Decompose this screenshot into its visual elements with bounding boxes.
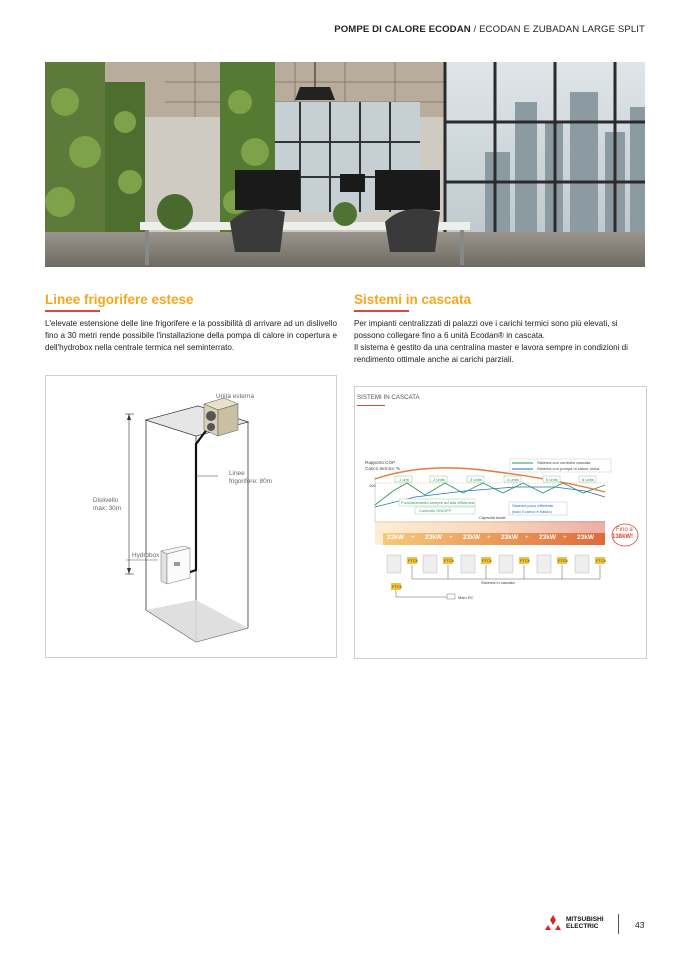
unit-label-1: 1 unit	[399, 477, 409, 482]
header-separator: /	[470, 24, 480, 35]
right-paragraph-2: Il sistema è gestito da una centralina master e lavora sempre in condizioni di rendimento ottimale anche ai carichi parziali.	[354, 343, 628, 364]
logo-text-1: MITSUBISHI	[566, 916, 604, 923]
kw-5: 23kW	[539, 534, 556, 541]
max-capacity-label-2: 138kW!	[612, 534, 634, 540]
kw-4: 23kW	[501, 534, 518, 541]
logo-text-2: ELECTRIC	[566, 923, 599, 930]
note-low-load: (solo il carico è basso)	[512, 509, 552, 514]
controller-chip-3: FTC6	[482, 558, 492, 563]
note-onoff: Controllo ON/OFF	[419, 508, 452, 513]
controller-chip-2: FTC6	[444, 558, 454, 563]
unit-label-2: 2 units	[433, 477, 445, 482]
hydrobox-label: Hydrobox	[132, 552, 160, 559]
max-capacity-label-1: Fino a	[616, 527, 633, 533]
capacity-label: Capacità totale	[479, 515, 506, 520]
unit-label-5: 5 units	[546, 477, 558, 482]
axis-cop-label: Rapporto COP	[365, 460, 396, 465]
left-title-underline	[45, 310, 100, 312]
kw-6: 23kW	[577, 534, 594, 541]
note-low-efficiency: Sistema poco efficiente	[512, 503, 554, 508]
kw-1: 23kW	[387, 534, 404, 541]
height-label-1: Dislivello	[93, 497, 119, 504]
right-title-underline	[354, 310, 409, 312]
controller-chip-1: FTC6	[408, 558, 418, 563]
lines-label-2: frigorifere: 80m	[229, 478, 272, 485]
cascade-diagram	[354, 386, 647, 659]
plus-5: +	[563, 534, 567, 541]
logo-text	[566, 916, 604, 930]
plus-3: +	[487, 534, 491, 541]
lines-label-1: Linee	[229, 470, 245, 477]
unit-label-4: 4 units	[507, 477, 519, 482]
controller-chip-6: FTC6	[596, 558, 606, 563]
page-header	[334, 24, 645, 35]
controller-chip-master: FTC6	[392, 584, 402, 589]
legend-cascade: Sistema con controllo cascata	[537, 460, 591, 465]
footer-divider	[618, 914, 619, 934]
hydrobox-unit	[161, 546, 190, 584]
axis-load-label: Carico termico %	[365, 466, 400, 471]
cascade-diagram-label: SISTEMI IN CASCATA	[357, 394, 420, 401]
controller-chip-4: FTC6	[520, 558, 530, 563]
legend-single: Sistema con pompa di calore unica	[537, 466, 600, 471]
header-subtitle: ECODAN E ZUBADAN LARGE SPLIT	[479, 24, 645, 35]
header-brand: POMPE DI CALORE ECODAN	[334, 24, 471, 35]
right-section-title: Sistemi in cascata	[354, 292, 472, 307]
left-section-title: Linee frigorifere estese	[45, 292, 194, 307]
kw-2: 23kW	[425, 534, 442, 541]
right-paragraph-1: Per impianti centralizzati di palazzi ove i carichi termici sono più elevati, si possono collegare fino a 6 unità Ecodan® in cascata.	[354, 319, 618, 340]
left-paragraph: L'elevate estensione delle line frigorifere e la possibilità di arrivare ad un dislivello fino a 30 metri rende possibile l'installazione della pompa di calore in copertura e dell'hydrobox nella centrale termica nel seminterrato.	[45, 319, 337, 352]
main-rc-label: Main RC	[458, 595, 474, 600]
extended-lines-diagram	[45, 375, 337, 658]
y-tick-100: 100	[369, 483, 376, 488]
plus-2: +	[449, 534, 453, 541]
outdoor-unit	[204, 398, 238, 436]
office-photo	[45, 62, 645, 267]
cascade-system-label: Sistema in cascata	[481, 580, 515, 585]
plus-1: +	[411, 534, 415, 541]
plus-4: +	[525, 534, 529, 541]
mitsubishi-logo-icon	[544, 915, 562, 933]
unit-label-6: 6 units	[582, 477, 594, 482]
kw-3: 23kW	[463, 534, 480, 541]
page-number: 43	[635, 920, 645, 930]
note-high-efficiency: Funzionamento sempre ad alta efficienza	[401, 500, 475, 505]
height-label-2: max: 30m	[93, 505, 122, 512]
outdoor-unit-label: Unità esterna	[216, 393, 255, 400]
unit-label-3: 3 units	[470, 477, 482, 482]
controller-chip-5: FTC6	[558, 558, 568, 563]
